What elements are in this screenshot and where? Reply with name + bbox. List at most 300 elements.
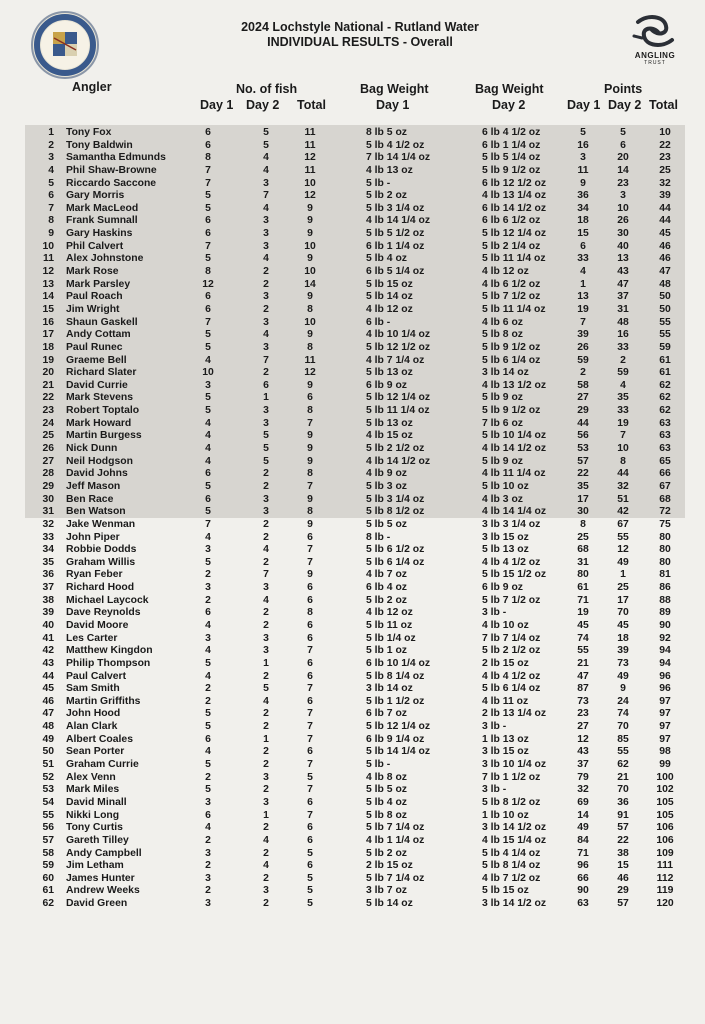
fish-total: 14: [304, 278, 316, 290]
header-points: Points: [604, 82, 643, 96]
points-day1: 36: [577, 190, 589, 202]
points-day1: 27: [577, 392, 589, 404]
points-day1: 1: [580, 278, 586, 290]
angler-name: David Minall: [66, 796, 127, 808]
table-row: [0, 582, 705, 595]
fish-day1: 12: [202, 278, 214, 290]
points-day1: 55: [577, 645, 589, 657]
fish-day1: 2: [205, 695, 211, 707]
fish-day1: 6: [205, 291, 211, 303]
rank: 30: [42, 493, 54, 505]
bag-weight-day2: 3 lb 10 1/4 oz: [482, 759, 547, 771]
fish-total: 7: [307, 645, 313, 657]
fish-total: 6: [307, 582, 313, 594]
points-day2: 26: [617, 215, 629, 227]
table-row: [0, 190, 705, 203]
points-day1: 16: [577, 139, 589, 151]
points-day2: 25: [617, 582, 629, 594]
points-day1: 11: [577, 164, 589, 176]
points-day2: 20: [617, 152, 629, 164]
rank: 12: [42, 266, 54, 278]
fish-day2: 4: [263, 164, 269, 176]
bag-weight-day2: 5 lb 6 1/4 oz: [482, 354, 541, 366]
table-row: [0, 203, 705, 216]
points-day1: 4: [580, 266, 586, 278]
rank: 42: [42, 645, 54, 657]
bag-weight-day2: 3 lb 15 oz: [482, 746, 529, 758]
bag-weight-day2: 3 lb 3 1/4 oz: [482, 518, 541, 530]
bag-weight-day2: 5 lb 11 1/4 oz: [482, 303, 546, 315]
fish-day2: 2: [263, 266, 269, 278]
fish-total: 7: [307, 480, 313, 492]
fish-day1: 4: [205, 417, 211, 429]
angler-name: Mark Rose: [66, 266, 119, 278]
table-row: [0, 557, 705, 570]
header-angler: Angler: [72, 80, 112, 94]
points-day1: 68: [577, 544, 589, 556]
rank: 9: [48, 228, 54, 240]
table-row: [0, 430, 705, 443]
table-row: [0, 481, 705, 494]
fish-total: 9: [307, 202, 313, 214]
angler-name: Richard Slater: [66, 367, 137, 379]
points-day2: 7: [620, 430, 626, 442]
bag-weight-day1: 5 lb 11 1/4 oz: [366, 405, 430, 417]
bag-weight-day1: 5 lb 12 1/4 oz: [366, 721, 431, 733]
bag-weight-day2: 4 lb 15 1/4 oz: [482, 834, 547, 846]
bag-weight-day2: 5 lb 9 1/2 oz: [482, 341, 541, 353]
rank: 43: [42, 657, 54, 669]
fish-total: 6: [307, 695, 313, 707]
bag-weight-day1: 6 lb 4 oz: [366, 582, 407, 594]
rank: 40: [42, 619, 54, 631]
bag-weight-day1: 6 lb 9 1/4 oz: [366, 733, 425, 745]
points-total: 86: [659, 582, 671, 594]
bag-weight-day2: 6 lb 6 1/2 oz: [482, 215, 541, 227]
points-total: 59: [659, 341, 671, 353]
rank: 61: [42, 885, 54, 897]
points-total: 89: [659, 607, 671, 619]
points-total: 97: [659, 708, 671, 720]
fish-total: 9: [307, 518, 313, 530]
points-total: 32: [659, 177, 671, 189]
points-total: 46: [659, 253, 671, 265]
angler-name: Gary Haskins: [66, 228, 133, 240]
fish-day2: 2: [263, 721, 269, 733]
fish-total: 5: [307, 847, 313, 859]
bag-weight-day2: 5 lb 8 1/2 oz: [482, 796, 541, 808]
fish-day2: 7: [263, 190, 269, 202]
points-total: 119: [656, 885, 674, 897]
fish-total: 8: [307, 506, 313, 518]
fish-day2: 2: [263, 619, 269, 631]
fish-day1: 6: [205, 733, 211, 745]
points-day2: 18: [617, 632, 629, 644]
bag-weight-day1: 3 lb 14 oz: [366, 683, 413, 695]
angling-trust-name: ANGLING: [634, 51, 676, 60]
fish-day2: 2: [263, 367, 269, 379]
points-day1: 69: [577, 796, 589, 808]
points-total: 61: [659, 367, 671, 379]
fish-day2: 7: [263, 354, 269, 366]
table-row: [0, 241, 705, 254]
bag-weight-day2: 5 lb 10 1/4 oz: [482, 430, 547, 442]
bag-weight-day2: 3 lb 15 oz: [482, 531, 529, 543]
fish-day1: 5: [205, 392, 211, 404]
angler-name: Sam Smith: [66, 683, 120, 695]
fish-day1: 3: [205, 796, 211, 808]
table-row: [0, 329, 705, 342]
angler-name: David Currie: [66, 379, 128, 391]
fish-total: 7: [307, 759, 313, 771]
bag-weight-day2: 5 lb 15 oz: [482, 885, 529, 897]
angling-trust-icon: [630, 14, 680, 48]
rank: 58: [42, 847, 54, 859]
points-day2: 33: [617, 341, 629, 353]
fish-total: 6: [307, 392, 313, 404]
fish-day2: 3: [263, 240, 269, 252]
points-day2: 9: [620, 683, 626, 695]
bag-weight-day1: 5 lb 6 1/4 oz: [366, 556, 425, 568]
bag-weight-day1: 5 lb 4 oz: [366, 253, 407, 265]
table-row: [0, 898, 705, 911]
fish-total: 9: [307, 493, 313, 505]
table-row: [0, 304, 705, 317]
points-day2: 5: [620, 127, 626, 138]
table-row: [0, 291, 705, 304]
angler-name: Paul Calvert: [66, 670, 127, 682]
angler-name: Paul Roach: [66, 291, 123, 303]
points-total: 44: [659, 202, 671, 214]
bag-weight-day1: 5 lb 2 oz: [366, 847, 407, 859]
points-day2: 12: [617, 544, 629, 556]
bag-weight-day1: 5 lb -: [366, 177, 391, 189]
fish-day1: 5: [205, 556, 211, 568]
bag-weight-day1: 5 lb 14 1/4 oz: [366, 746, 431, 758]
bag-weight-day1: 5 lb 13 oz: [366, 417, 413, 429]
table-row: [0, 784, 705, 797]
points-day2: 1: [620, 569, 626, 581]
fish-total: 6: [307, 796, 313, 808]
header-bag-weight-1: Bag Weight: [360, 82, 429, 96]
header-no-of-fish: No. of fish: [236, 82, 298, 96]
bag-weight-day2: 4 lb 4 1/2 oz: [482, 670, 541, 682]
rank: 47: [42, 708, 54, 720]
rank: 5: [48, 177, 54, 189]
table-row: [0, 392, 705, 405]
points-total: 102: [656, 784, 674, 796]
table-row: [0, 860, 705, 873]
fish-day1: 8: [205, 152, 211, 164]
rank: 36: [42, 569, 54, 581]
bag-weight-day2: 4 lb 11 1/4 oz: [482, 468, 546, 480]
points-day2: 67: [617, 518, 629, 530]
table-row: [0, 620, 705, 633]
table-row: [0, 645, 705, 658]
bag-weight-day1: 4 lb 8 oz: [366, 771, 407, 783]
bag-weight-day1: 5 lb -: [366, 759, 391, 771]
angler-name: Les Carter: [66, 632, 118, 644]
bag-weight-day2: 5 lb 9 1/2 oz: [482, 164, 541, 176]
fish-total: 6: [307, 670, 313, 682]
points-total: 55: [659, 329, 671, 341]
table-row: [0, 822, 705, 835]
bag-weight-day1: 5 lb 11 oz: [366, 619, 413, 631]
bag-weight-day2: 3 lb -: [482, 721, 507, 733]
fish-day1: 5: [205, 253, 211, 265]
fish-day2: 4: [263, 152, 269, 164]
points-day2: 21: [617, 771, 629, 783]
table-row: [0, 696, 705, 709]
points-day1: 15: [577, 228, 589, 240]
header-points-total: Total: [649, 98, 678, 112]
points-total: 92: [659, 632, 671, 644]
fish-total: 10: [304, 240, 316, 252]
header-fish-total: Total: [297, 98, 326, 112]
bag-weight-day2: 6 lb 1 1/4 oz: [482, 139, 541, 151]
rank: 57: [42, 834, 54, 846]
points-total: 47: [659, 266, 671, 278]
bag-weight-day2: 7 lb 7 1/4 oz: [482, 632, 541, 644]
bag-weight-day2: 4 lb 10 oz: [482, 619, 529, 631]
bag-weight-day1: 8 lb -: [366, 531, 391, 543]
header-points-day2: Day 2: [608, 98, 642, 112]
rank: 34: [42, 544, 54, 556]
fish-day1: 6: [205, 228, 211, 240]
bag-weight-day2: 7 lb 6 oz: [482, 417, 523, 429]
fish-day1: 4: [205, 531, 211, 543]
fish-day2: 4: [263, 860, 269, 872]
points-day2: 45: [617, 619, 629, 631]
points-day2: 70: [617, 784, 629, 796]
points-day2: 6: [620, 139, 626, 151]
bag-weight-day1: 5 lb 8 1/4 oz: [366, 670, 425, 682]
bag-weight-day2: 5 lb 9 oz: [482, 455, 523, 467]
fish-day2: 2: [263, 607, 269, 619]
table-row: [0, 532, 705, 545]
points-day1: 59: [577, 354, 589, 366]
points-day1: 19: [577, 607, 589, 619]
points-day1: 53: [577, 443, 589, 455]
angler-name: Tony Fox: [66, 127, 112, 138]
table-row: [0, 772, 705, 785]
fish-day1: 6: [205, 809, 211, 821]
table-row: [0, 506, 705, 519]
fish-day1: 3: [205, 632, 211, 644]
bag-weight-day1: 6 lb 5 1/4 oz: [366, 266, 425, 278]
bag-weight-day2: 5 lb 12 1/4 oz: [482, 228, 547, 240]
bag-weight-day1: 7 lb 14 1/4 oz: [366, 152, 431, 164]
title-line-1: 2024 Lochstyle National - Rutland Water: [241, 20, 479, 34]
bag-weight-day1: 5 lb 12 1/2 oz: [366, 341, 431, 353]
points-day2: 70: [617, 607, 629, 619]
points-total: 105: [656, 809, 674, 821]
points-day2: 23: [617, 177, 629, 189]
points-day1: 73: [577, 695, 589, 707]
fish-total: 11: [304, 127, 316, 138]
bag-weight-day1: 6 lb 9 oz: [366, 379, 407, 391]
points-total: 96: [659, 683, 671, 695]
fish-day2: 3: [263, 493, 269, 505]
table-row: [0, 443, 705, 456]
points-total: 44: [659, 215, 671, 227]
bag-weight-day2: 3 lb -: [482, 784, 507, 796]
table-row: [0, 405, 705, 418]
fish-day1: 2: [205, 860, 211, 872]
points-day1: 27: [577, 721, 589, 733]
angler-name: Mark Howard: [66, 417, 132, 429]
fish-day1: 4: [205, 645, 211, 657]
rank: 13: [42, 278, 54, 290]
bag-weight-day1: 2 lb 15 oz: [366, 860, 413, 872]
fish-total: 6: [307, 594, 313, 606]
points-day1: 31: [577, 556, 589, 568]
fish-total: 12: [304, 152, 316, 164]
fish-day1: 5: [205, 329, 211, 341]
angler-name: Andy Campbell: [66, 847, 142, 859]
angler-name: David Green: [66, 898, 128, 910]
points-day2: 31: [617, 303, 629, 315]
points-total: 65: [659, 455, 671, 467]
fish-day1: 2: [205, 683, 211, 695]
bag-weight-day2: 4 lb 13 1/4 oz: [482, 190, 547, 202]
points-day2: 38: [617, 847, 629, 859]
fish-day2: 1: [263, 809, 269, 821]
fish-day2: 2: [263, 746, 269, 758]
fish-day1: 4: [205, 746, 211, 758]
fish-day2: 3: [263, 341, 269, 353]
points-day1: 17: [577, 493, 589, 505]
fish-total: 7: [307, 544, 313, 556]
bag-weight-day1: 5 lb 5 oz: [366, 518, 407, 530]
bag-weight-day2: 5 lb 13 oz: [482, 544, 529, 556]
points-day1: 29: [577, 405, 589, 417]
bag-weight-day2: 5 lb 2 1/2 oz: [482, 645, 541, 657]
fish-day2: 3: [263, 316, 269, 328]
bag-weight-day1: 4 lb 9 oz: [366, 468, 407, 480]
points-day2: 8: [620, 455, 626, 467]
points-day2: 57: [617, 822, 629, 834]
fish-day2: 3: [263, 228, 269, 240]
points-day2: 55: [617, 531, 629, 543]
angler-name: Tony Curtis: [66, 822, 123, 834]
bag-weight-day2: 1 lb 13 oz: [482, 733, 529, 745]
fish-day2: 3: [263, 645, 269, 657]
fish-day1: 6: [205, 493, 211, 505]
bag-weight-day1: 5 lb 4 1/2 oz: [366, 139, 425, 151]
fish-total: 7: [307, 784, 313, 796]
points-day1: 96: [577, 860, 589, 872]
points-day2: 13: [617, 253, 629, 265]
fish-day2: 2: [263, 480, 269, 492]
points-total: 80: [659, 544, 671, 556]
header-points-day1: Day 1: [567, 98, 601, 112]
angler-name: Mark Miles: [66, 784, 120, 796]
fish-total: 5: [307, 771, 313, 783]
angler-name: Andy Cottam: [66, 329, 131, 341]
bag-weight-day2: 1 lb 10 oz: [482, 809, 529, 821]
angler-name: Mark Stevens: [66, 392, 133, 404]
rank: 27: [42, 455, 54, 467]
fish-day2: 2: [263, 847, 269, 859]
fish-day1: 5: [205, 405, 211, 417]
rank: 38: [42, 594, 54, 606]
bag-weight-day2: 4 lb 6 oz: [482, 316, 523, 328]
fish-total: 6: [307, 657, 313, 669]
bag-weight-day2: 5 lb 4 1/4 oz: [482, 847, 541, 859]
angler-name: Robbie Dodds: [66, 544, 137, 556]
fish-day1: 7: [205, 240, 211, 252]
points-day2: 55: [617, 746, 629, 758]
bag-weight-day1: 4 lb 12 oz: [366, 303, 413, 315]
rank: 45: [42, 683, 54, 695]
points-day1: 45: [577, 619, 589, 631]
angler-name: Ben Watson: [66, 506, 126, 518]
angler-name: Gareth Tilley: [66, 834, 129, 846]
fish-day2: 3: [263, 405, 269, 417]
bag-weight-day2: 5 lb 2 1/4 oz: [482, 240, 541, 252]
bag-weight-day1: 5 lb 4 oz: [366, 796, 407, 808]
fish-day2: 2: [263, 278, 269, 290]
fish-total: 7: [307, 417, 313, 429]
points-day1: 18: [577, 215, 589, 227]
rank: 44: [42, 670, 54, 682]
points-day1: 80: [577, 569, 589, 581]
points-total: 23: [659, 152, 671, 164]
fish-day2: 5: [263, 683, 269, 695]
fish-day1: 2: [205, 885, 211, 897]
bag-weight-day2: 2 lb 15 oz: [482, 657, 529, 669]
fish-day1: 6: [205, 303, 211, 315]
points-total: 45: [659, 228, 671, 240]
fish-day2: 3: [263, 291, 269, 303]
fish-day1: 8: [205, 266, 211, 278]
points-total: 39: [659, 190, 671, 202]
rank: 32: [42, 518, 54, 530]
fish-day2: 6: [263, 379, 269, 391]
points-day1: 74: [577, 632, 589, 644]
rank: 22: [42, 392, 54, 404]
points-total: 97: [659, 721, 671, 733]
title-line-2: INDIVIDUAL RESULTS - Overall: [267, 35, 453, 49]
fish-day2: 2: [263, 303, 269, 315]
table-row: [0, 494, 705, 507]
points-day2: 37: [617, 291, 629, 303]
points-day2: 32: [617, 480, 629, 492]
angler-name: Philip Thompson: [66, 657, 151, 669]
bag-weight-day1: 8 lb 5 oz: [366, 127, 407, 138]
table-row: [0, 544, 705, 557]
rank: 18: [42, 341, 54, 353]
angler-name: Graham Currie: [66, 759, 139, 771]
table-row: [0, 797, 705, 810]
points-day2: 10: [617, 202, 629, 214]
fish-day2: 3: [263, 177, 269, 189]
points-day1: 13: [577, 291, 589, 303]
points-day1: 58: [577, 379, 589, 391]
fish-total: 7: [307, 683, 313, 695]
angler-name: Frank Sumnall: [66, 215, 138, 227]
table-row: [0, 279, 705, 292]
fish-total: 5: [307, 885, 313, 897]
table-row: [0, 317, 705, 330]
points-total: 106: [656, 834, 674, 846]
fish-total: 9: [307, 329, 313, 341]
bag-weight-day1: 4 lb 1 1/4 oz: [366, 834, 425, 846]
fish-total: 8: [307, 303, 313, 315]
points-total: 99: [659, 759, 671, 771]
fish-total: 12: [304, 367, 316, 379]
